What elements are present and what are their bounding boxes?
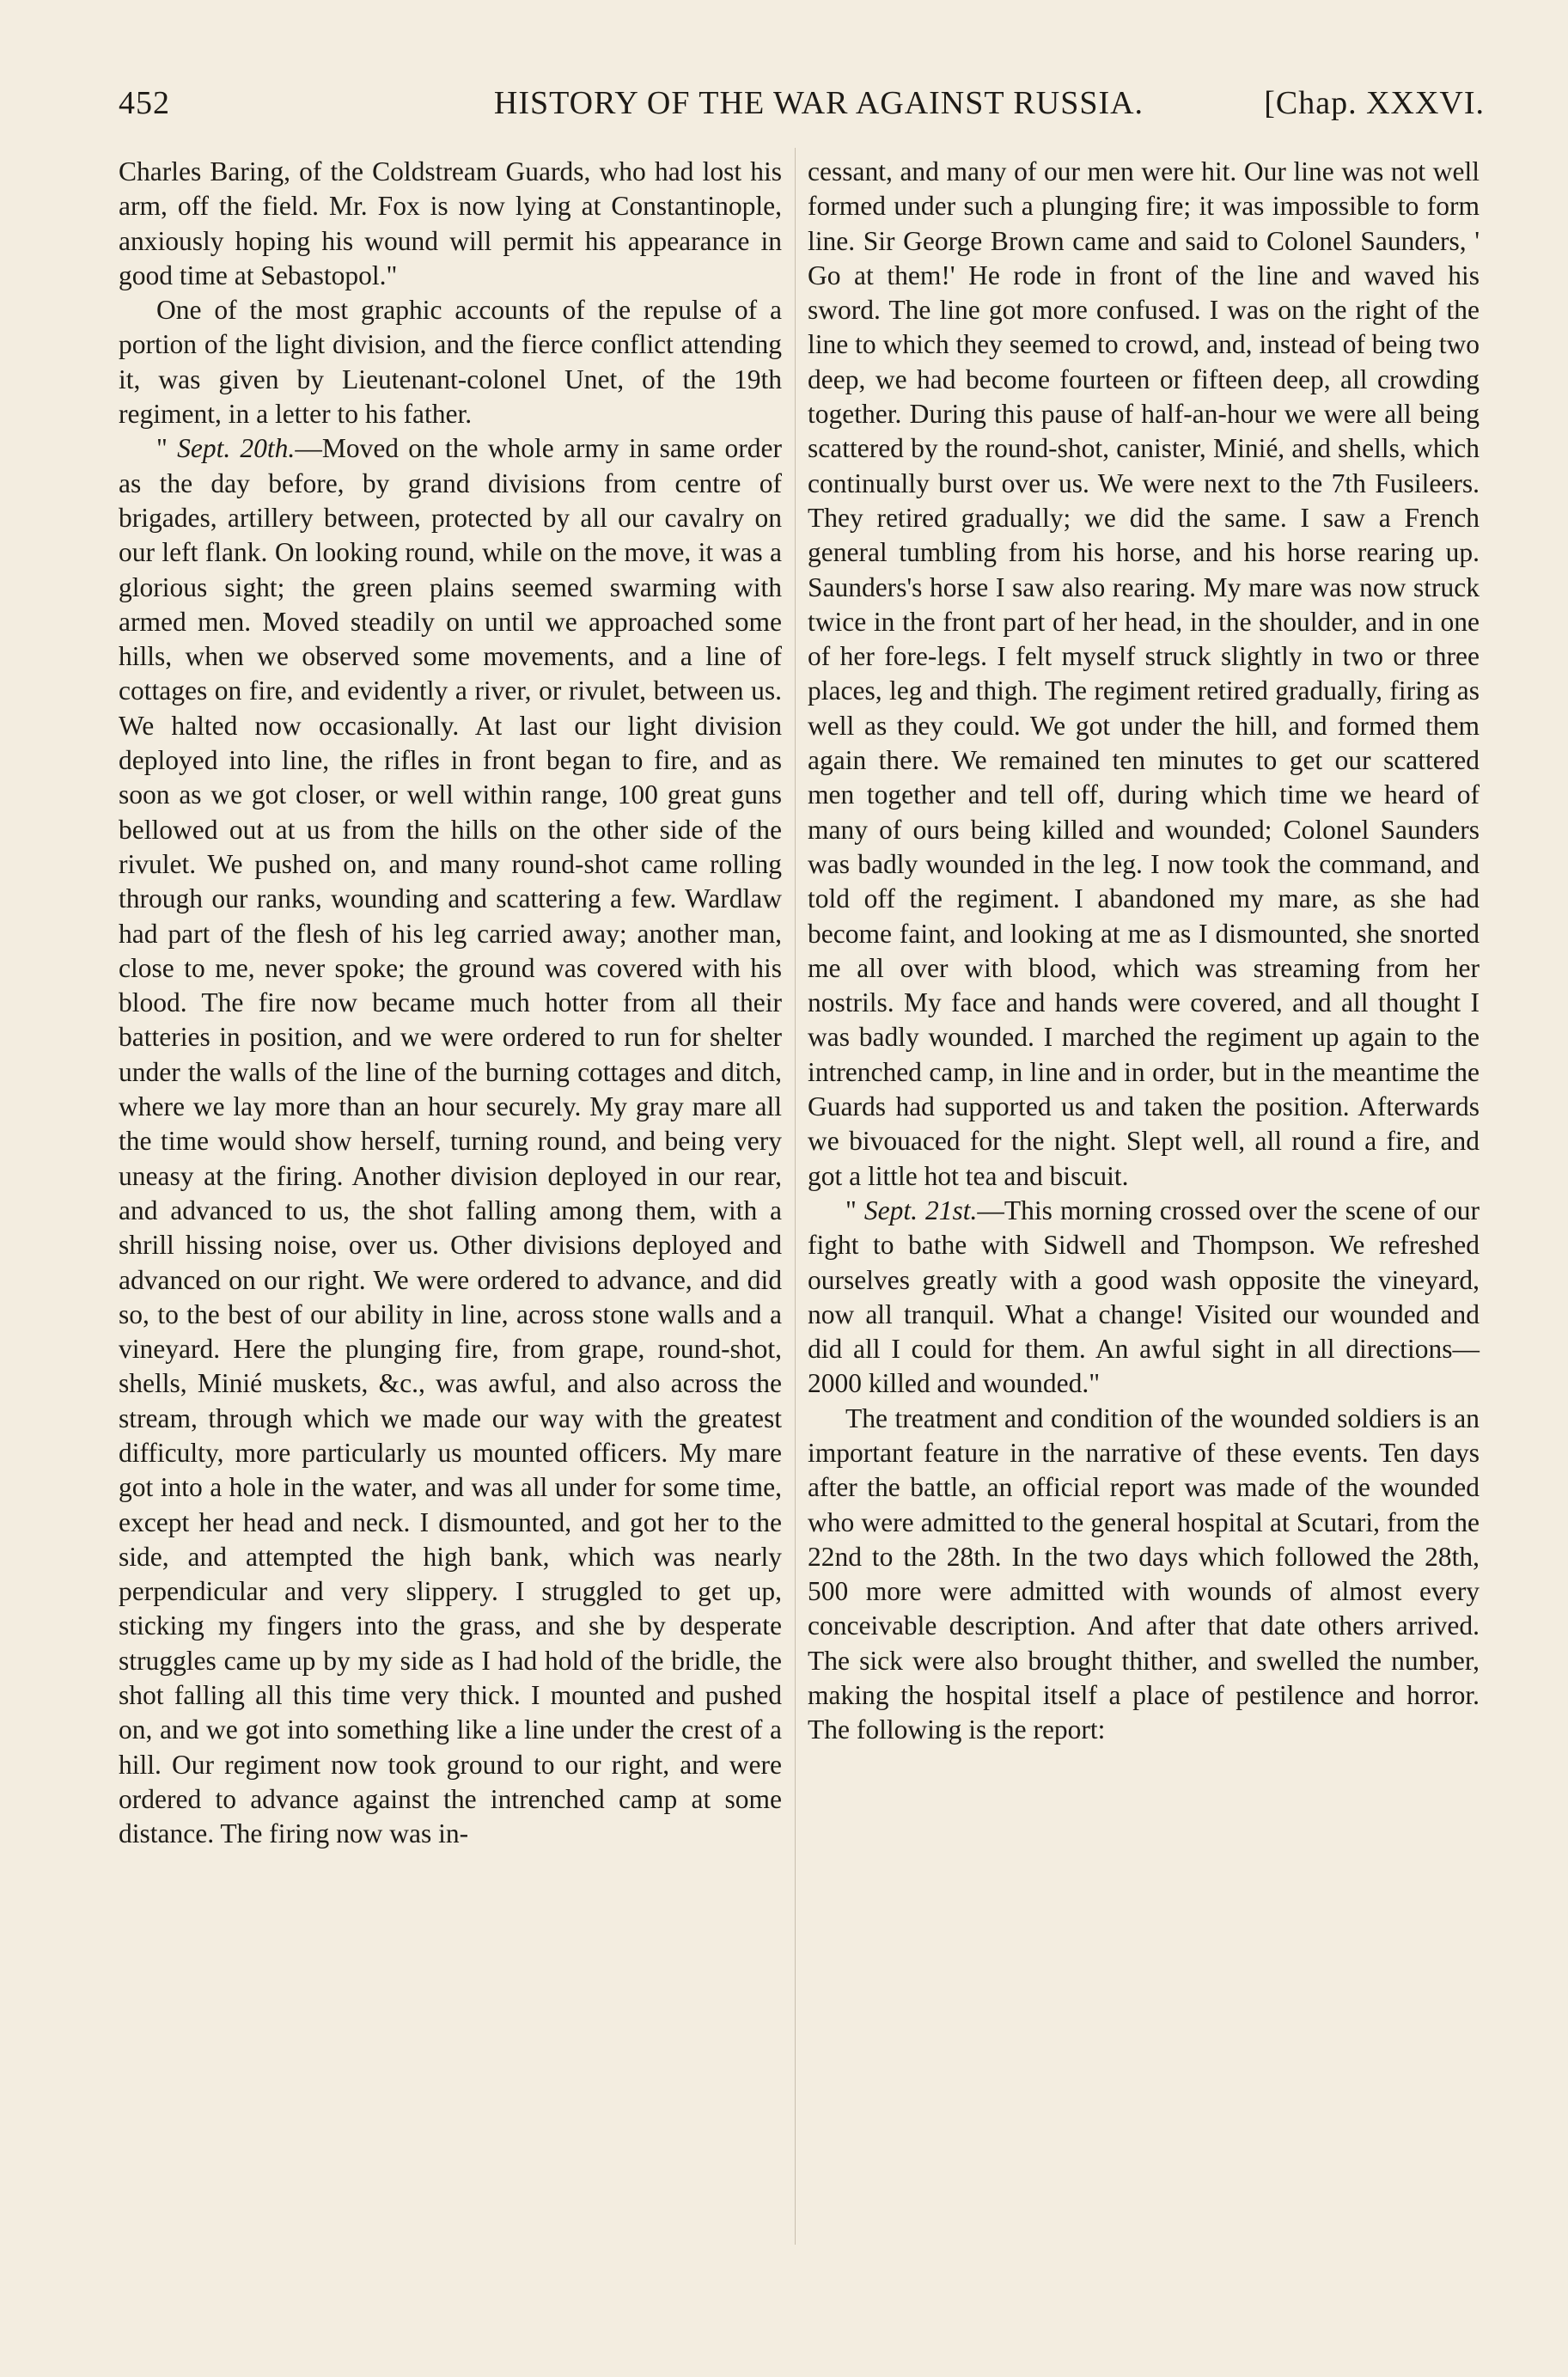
- opening-quote: ": [156, 433, 178, 464]
- running-header: [119, 84, 1485, 132]
- left-column: [119, 155, 782, 2337]
- paragraph-letter-sept-20: [119, 431, 782, 1851]
- paragraph-intro: One of the most graphic accounts of the repulse of a portion of the light division, and the fierce conflict attending it, was given by Lieutenant-colonel Unet, of the 19th regiment, in a letter to his father.: [119, 295, 782, 430]
- paragraph-continuation: Charles Baring, of the Coldstream Guards, who had lost his arm, off the field. Mr. Fox is now lying at Constantinople, anxiously hoping his wound will permit his appearance in good time at Sebastopol.": [119, 156, 782, 290]
- page-number: 452: [119, 85, 170, 121]
- letter-text: —Moved on the whole army in same order as the day before, by grand divisions from centre of brigades, artillery between, protected by all our cavalry on our left flank. On looking round, while on the move, it was a glorious sight; the green plains seemed swarming with armed men. Moved steadily on until we approached some hills, when we observed some movements, and a line of cottages on fire, and evidently a river, or rivulet, between us. We halted now occasionally. At last our light division deployed into line, the rifles in front began to fire, and as soon as we got closer, or well within range, 100 great guns bellowed out at us from the hills on the other side of the rivulet. We pushed on, and many round-shot came rolling through our ranks, wounding and scattering a few. Wardlaw had part of the flesh of his leg carried away; another man, close to me, never spoke; the ground was covered with his blood. The fire now became much hotter from all their batteries in position, and we were ordered to run for shelter under the walls of the line of the burning cottages and ditch, where we lay more than an hour securely. My gray mare all the time would show herself, turning round, and being very uneasy at the firing. Another division deployed in our rear, and advanced to us, the shot falling among them, with a shrill hissing noise, over us. Other divisions deployed and advanced on our right. We were ordered to advance, and did so, to the best of our ability in line, across stone walls and a vineyard. Here the plunging fire, from grape, round-shot, shells, Minié muskets, &c., was awful, and also across the stream, through which we made our way with the greatest difficulty, more particularly us mounted officers. My mare got into a hole in the water, and was all under for some time, except her head and neck. I dismounted, and got her to the side, and attempted the high bank, which was nearly perpendicular and very slippery. I struggled to get up, sticking my fingers into the grass, and she by desperate struggles came up by my side as I had hold of the bridle, the shot falling all this time very thick. I mounted and pushed on, and we got into something like a line under the crest of a hill. Our regiment now took ground to our right, and were ordered to advance against the intrenched camp at some distance. The firing now was in-: [119, 433, 782, 1849]
- running-title: HISTORY OF THE WAR AGAINST RUSSIA.: [493, 85, 1144, 121]
- paragraph-letter-continuation: cessant, and many of our men were hit. Our line was not well formed under such a plunging fire; it was impossible to form line. Sir George Brown came and said to Colonel Saunders, ' Go at them!' He rode in front of the line and waved his sword. The line got more confused. I was on the right of the line to which they seemed to crowd, and, instead of being two deep, we had become fourteen or fifteen deep, all crowding together. During this pause of half-an-hour we were all being scattered by the round-shot, canister, Minié, and shells, which continually burst over us. We were next to the 7th Fusileers. They retired gradually; we did the same. I saw a French general tumbling from his horse, and his horse rearing up. Saunders's horse I saw also rearing. My mare was now struck twice in the front part of her head, in the shoulder, and in one of her fore-legs. I felt myself struck slightly in two or three places, leg and thigh. The regiment retired gradually, firing as well as they could. We got under the hill, and formed them again there. We remained ten minutes to get our scattered men together and tell off, during which time we heard of many of ours being killed and wounded; Colonel Saunders was badly wounded in the leg. I now took the command, and told off the regiment. I abandoned my mare, as she had become faint, and looking at me as I dismounted, she snorted me all over with blood, which was streaming from her nostrils. My face and hands were covered, and all thought I was badly wounded. I marched the regiment up again to the intrenched camp, in line and in order, but in the meantime the Guards had supported us and taken the position. Afterwards we bivouaced for the night. Slept well, all round a fire, and got a little hot tea and biscuit.: [808, 156, 1480, 1191]
- chapter-reference: [Chap. XXXVI.: [1264, 85, 1485, 121]
- date-sept-20: Sept. 20th.: [177, 433, 296, 464]
- column-divider: [795, 148, 796, 2245]
- opening-quote: ": [845, 1195, 864, 1225]
- right-column: [808, 155, 1480, 2337]
- paragraph-wounded-report: The treatment and condition of the wounded soldiers is an important feature in the narrative of these events. Ten days after the battle, an official report was made of the wounded who were admitted to the general hospital at Scutari, from the 22nd to the 28th. In the two days which followed the 28th, 500 more were admitted with wounds of almost every conceivable description. And after that date others arrived. The sick were also brought thither, and swelled the number, making the hospital itself a place of pestilence and horror. The following is the report:: [808, 1402, 1480, 1745]
- paragraph-letter-sept-21: [808, 1194, 1480, 1402]
- date-sept-21: Sept. 21st.: [863, 1195, 978, 1225]
- letter-text: —This morning crossed over the scene of our fight to bathe with Sidwell and Thompson. We refreshed ourselves greatly with a good wash opposite the vineyard, now all tranquil. What a change! Visited our wounded and did all I could for them. An awful sight in all directions—2000 killed and wounded.": [808, 1195, 1480, 1399]
